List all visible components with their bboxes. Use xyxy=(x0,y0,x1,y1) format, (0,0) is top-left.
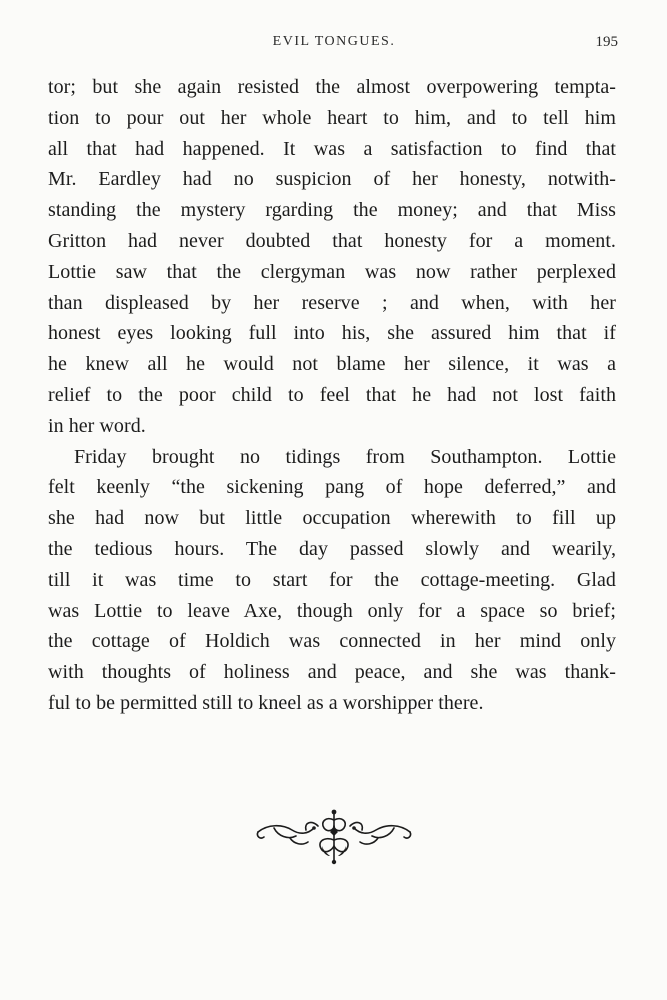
running-title: EVIL TONGUES. xyxy=(272,34,396,49)
text-line: relief to the poor child to feel that he had not lost faith xyxy=(48,383,616,406)
text-line: the cottage of Holdich was connected in her mind only xyxy=(48,630,616,653)
text-line: than displeased by her reserve ; and when, with her xyxy=(48,291,616,314)
text-line: was Lottie to leave Axe, though only for a space so brief; xyxy=(48,599,616,622)
text-line: ful to be permitted still to kneel as a worshipper there. xyxy=(48,691,484,714)
running-head xyxy=(48,34,620,54)
text-line: he knew all he would not blame her silence, it was a xyxy=(48,353,616,376)
text-line: the tedious hours. The day passed slowly and wearily, xyxy=(48,537,616,560)
text-line: honest eyes looking full into his, she assured him that if xyxy=(48,322,616,345)
text-line: till it was time to start for the cottage-meeting. Glad xyxy=(48,568,616,591)
floral-tailpiece-icon xyxy=(252,806,416,866)
text-line: Friday brought no tidings from Southampton. Lottie xyxy=(74,445,616,468)
text-line: tor; but she again resisted the almost overpowering tempta- xyxy=(48,76,616,98)
page-number: 195 xyxy=(595,34,618,50)
paragraph-1 xyxy=(48,72,616,442)
text-line: in her word. xyxy=(48,414,146,437)
text-line: felt keenly “the sickening pang of hope deferred,” and xyxy=(48,476,616,499)
text-line: Mr. Eardley had no suspicion of her honesty, notwith- xyxy=(48,168,616,191)
text-line: tion to pour out her whole heart to him, and to tell him xyxy=(48,106,616,129)
text-line: all that had happened. It was a satisfaction to find that xyxy=(48,137,616,160)
body-text xyxy=(48,72,616,719)
text-line: Lottie saw that the clergyman was now rather perplexed xyxy=(48,260,616,283)
text-line: Gritton had never doubted that honesty for a moment. xyxy=(48,229,616,252)
paragraph-2 xyxy=(48,442,616,719)
text-line: with thoughts of holiness and peace, and she was thank- xyxy=(48,661,616,684)
text-line: standing the mystery rgarding the money; and that Miss xyxy=(48,199,616,222)
text-line: she had now but little occupation wherewith to fill up xyxy=(48,507,616,530)
